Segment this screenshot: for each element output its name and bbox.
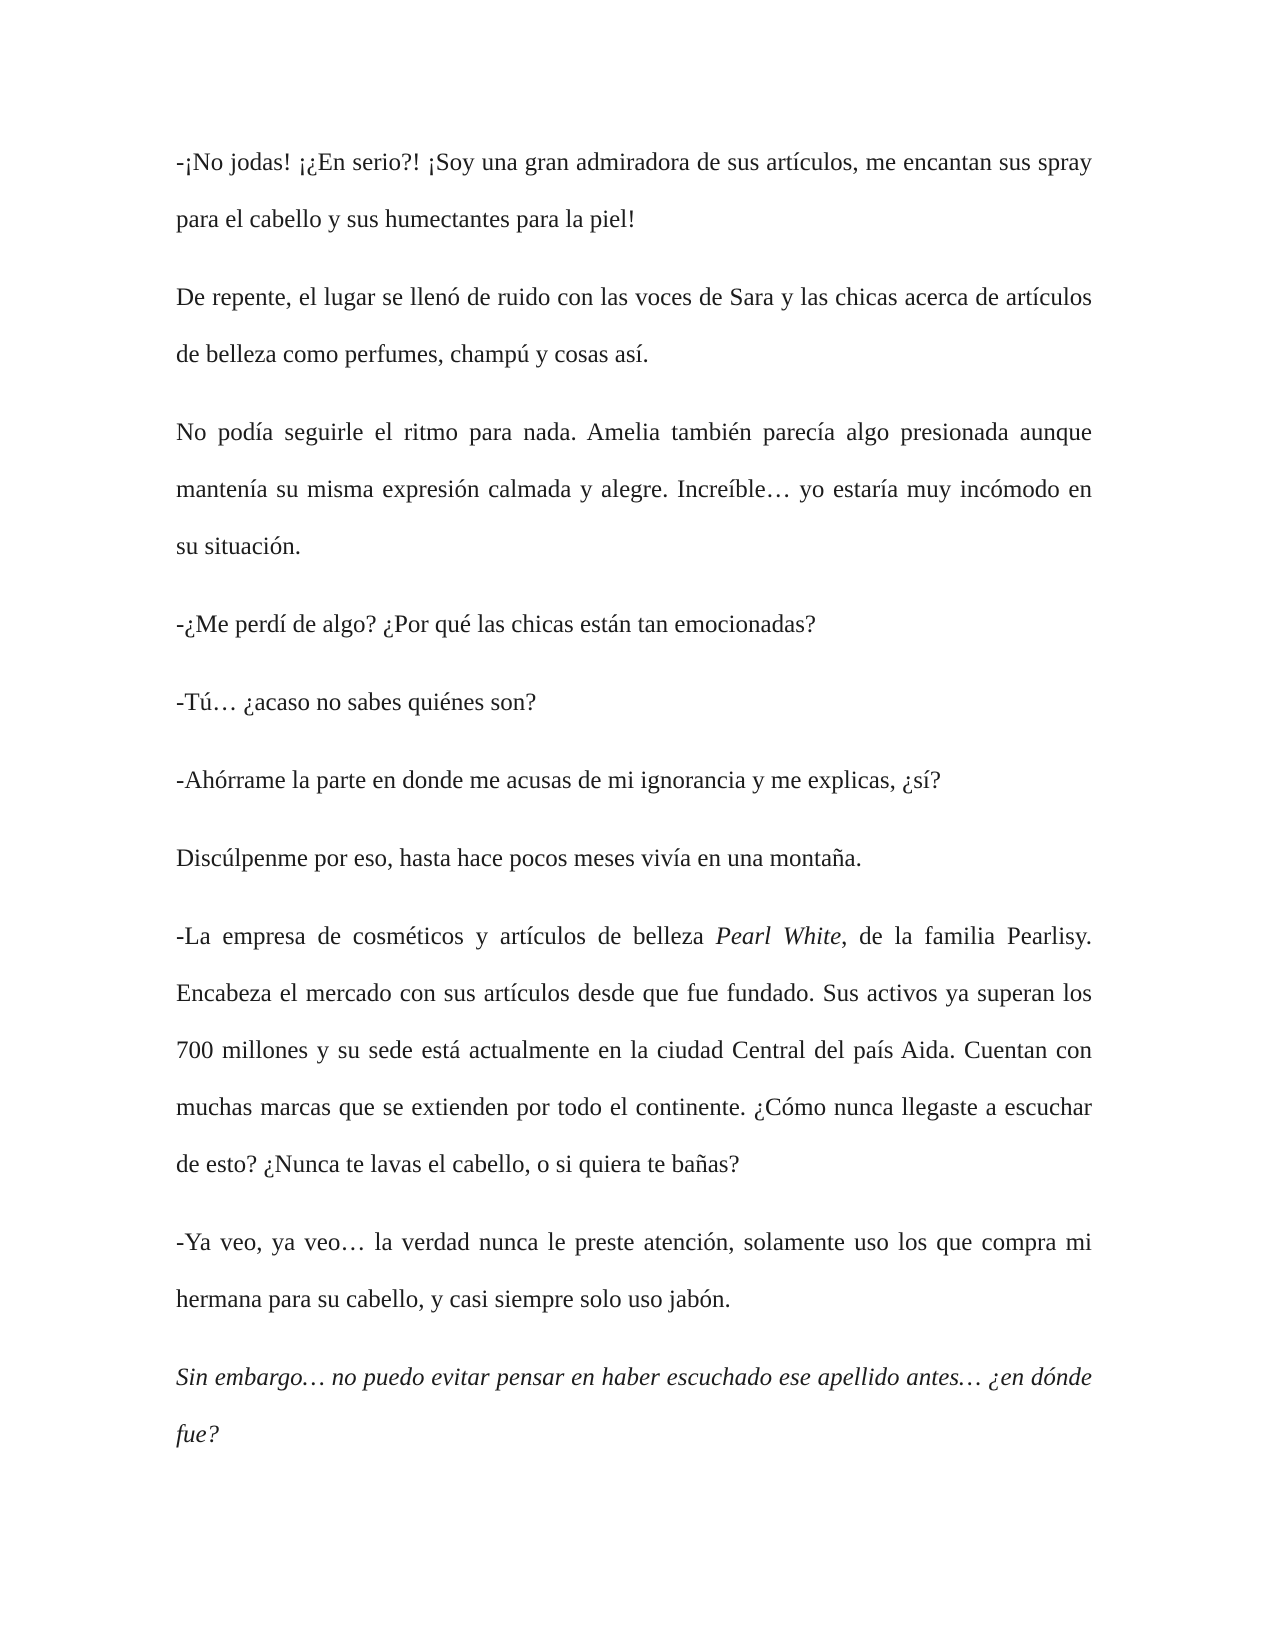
paragraph-dialogue-perdi: -¿Me perdí de algo? ¿Por qué las chicas están tan emocionadas? <box>176 611 817 638</box>
paragraph-narration-ritmo: No podía seguirle el ritmo para nada. Amelia también parecía algo presionada aunque mantenía su misma expresión calmada y alegre. Increíble… yo estaría muy incómodo en su situación. <box>176 419 1092 560</box>
paragraph-narration-montana: Discúlpenme por eso, hasta hace pocos meses vivía en una montaña. <box>176 845 862 872</box>
paragraph-dialogue-ahorrame: -Ahórrame la parte en donde me acusas de mi ignorancia y me explicas, ¿sí? <box>176 767 941 794</box>
paragraph-text-before: -La empresa de cosméticos y artículos de belleza <box>176 923 716 950</box>
paragraph-thought-apellido: Sin embargo… no puedo evitar pensar en haber escuchado ese apellido antes… ¿en dónde fue? <box>176 1364 1092 1448</box>
paragraph-narration-ruido: De repente, el lugar se llenó de ruido con las voces de Sara y las chicas acerca de artículos de belleza como perfumes, champú y cosas así. <box>176 284 1092 368</box>
paragraph-text-after: , de la familia Pearlisy. Encabeza el mercado con sus artículos desde que fue fundado. Sus activos ya superan los 700 millones y su sede está actualmente en la ciudad Central del país Aida. Cuentan con muchas marcas que se extienden por todo el continente. ¿Cómo nunca llegaste a escuchar de esto? ¿Nunca te lavas el cabello, o si quiera te bañas? <box>176 923 1093 1178</box>
paragraph-dialogue-ya-veo: -Ya veo, ya veo… la verdad nunca le preste atención, solamente uso los que compra mi hermana para su cabello, y casi siempre solo uso jabón. <box>176 1229 1092 1313</box>
document-page <box>176 134 1092 1484</box>
brand-name: Pearl White <box>715 923 842 950</box>
paragraph-dialogue-admiradora: -¡No jodas! ¡¿En serio?! ¡Soy una gran admiradora de sus artículos, me encantan sus spray para el cabello y sus humectantes para la piel! <box>176 149 1092 233</box>
paragraph-dialogue-empresa <box>176 908 1092 1193</box>
paragraph-dialogue-quienes: -Tú… ¿acaso no sabes quiénes son? <box>176 689 537 716</box>
